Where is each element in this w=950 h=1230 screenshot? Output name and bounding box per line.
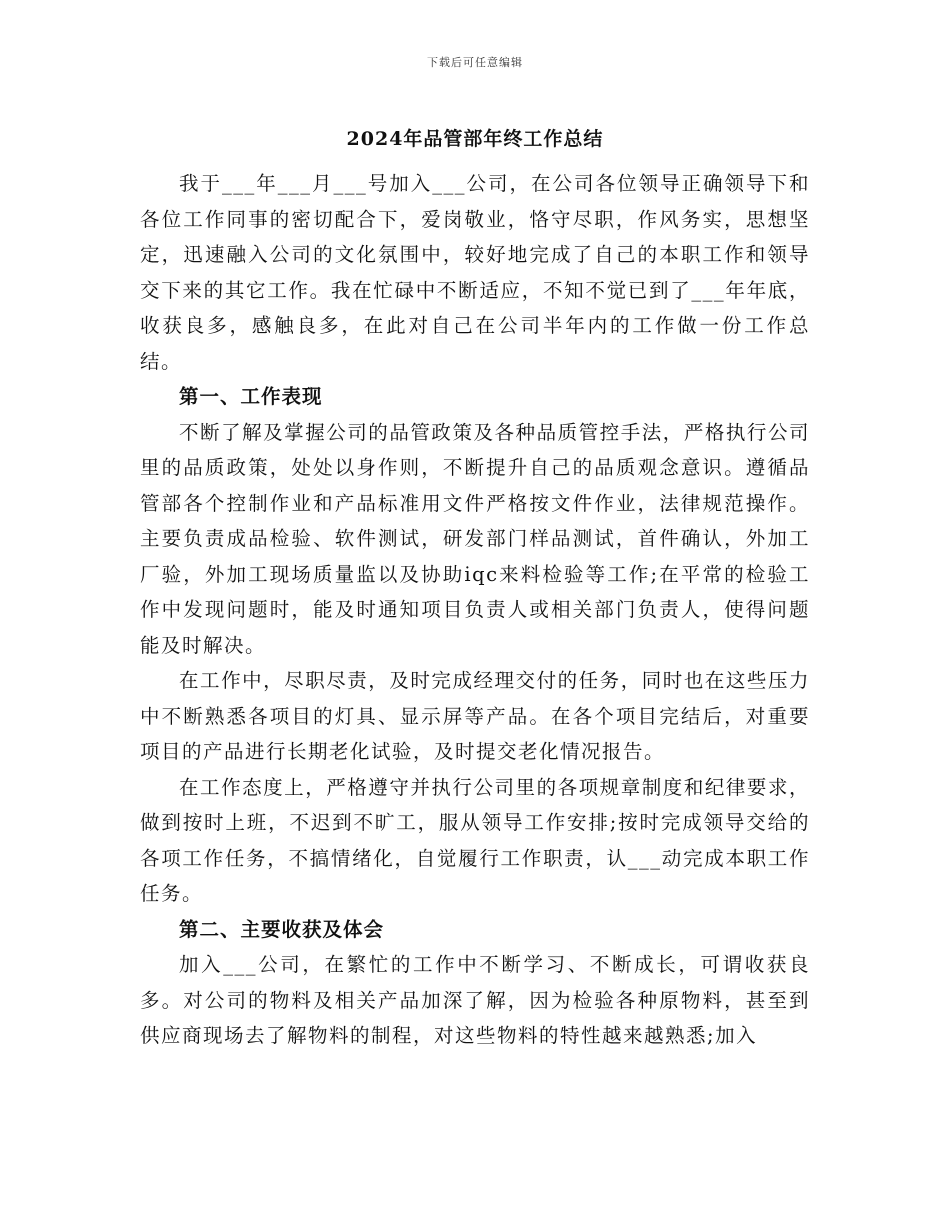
- page-header-note: 下载后可任意编辑: [427, 56, 523, 69]
- intro-paragraph: 我于___年___月___号加入___公司，在公司各位领导正确领导下和各位工作同事的密切配合下，爱岗敬业，恪守尽职，作风务实，思想坚定，迅速融入公司的文化氛围中，较好地完成了自己的本职工作和领导交下来的其它工作。我在忙碌中不断适应，不知不觉已到了___年年底，收获良多，感触良多，在此对自己在公司半年内的工作做一份工作总结。: [140, 172, 810, 373]
- work-performance-paragraph-2: 在工作中，尽职尽责，及时完成经理交付的任务，同时也在这些压力中不断熟悉各项目的灯具、显示屏等产品。在各个项目完结后，对重要项目的产品进行长期老化试验，及时提交老化情况报告。: [140, 669, 810, 763]
- document-body: [140, 166, 810, 1054]
- work-performance-paragraph-1: 不断了解及掌握公司的品管政策及各种品质管控手法，严格执行公司里的品质政策，处处以身作则，不断提升自己的品质观念意识。遵循品管部各个控制作业和产品标准用文件严格按文件作业，法律规范操作。主要负责成品检验、软件测试，研发部门样品测试，首件确认，外加工厂验，外加工现场质量监以及协助iqc来料检验等工作;在平常的检验工作中发现问题时，能及时通知项目负责人或相关部门负责人，使得问题能及时解决。: [140, 420, 810, 657]
- work-attitude-paragraph: 在工作态度上，严格遵守并执行公司里的各项规章制度和纪律要求，做到按时上班，不迟到不旷工，服从领导工作安排;按时完成领导交给的各项工作任务，不搞情绪化，自觉履行工作职责，认___动完成本职工作任务。: [140, 775, 810, 905]
- gains-paragraph: 加入___公司，在繁忙的工作中不断学习、不断成长，可谓收获良多。对公司的物料及相关产品加深了解，因为检验各种原物料，甚至到供应商现场去了解物料的制程，对这些物料的特性越来越熟悉;加入: [140, 953, 810, 1047]
- section-heading-work-performance: 第一、工作表现: [179, 385, 323, 408]
- section-heading-gains: 第二、主要收获及体会: [179, 917, 385, 941]
- document-title: 2024年品管部年终工作总结: [346, 128, 604, 150]
